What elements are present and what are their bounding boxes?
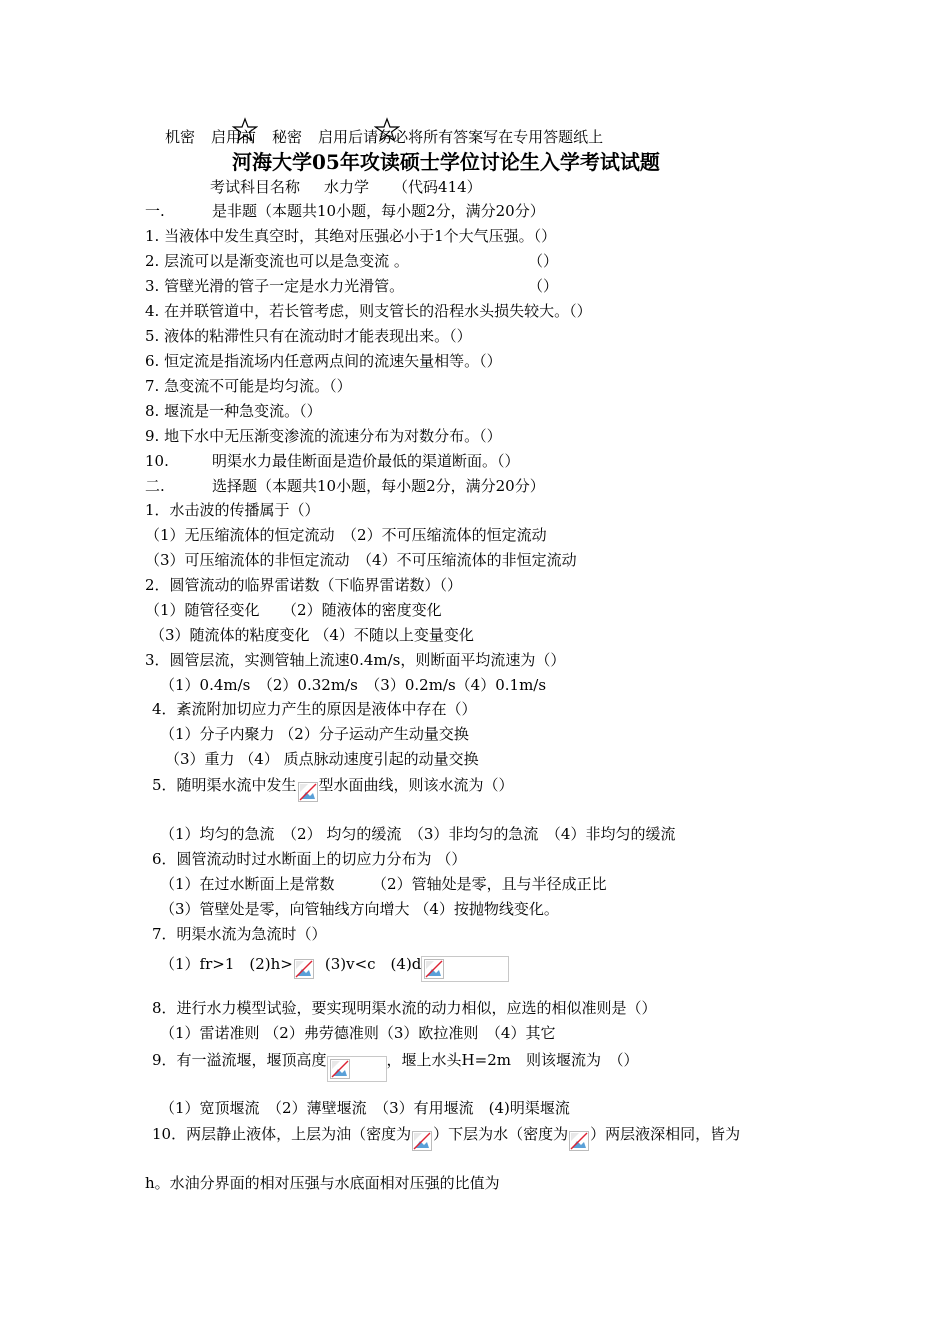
option-line: （1）随管径变化 （2）随液体的密度变化 bbox=[145, 601, 442, 619]
question-2: 2．圆管流动的临界雷诺数（下临界雷诺数）（） bbox=[145, 576, 463, 594]
option-line bbox=[160, 952, 509, 978]
list-item: 明渠水力最佳断面是造价最低的渠道断面。（） bbox=[212, 452, 520, 470]
option-line: （1）无压缩流体的恒定流动 （2）不可压缩流体的恒定流动 bbox=[145, 526, 547, 544]
notice-text: 请务必将所有答案写在专用答题纸上 bbox=[363, 128, 604, 146]
question-5-text-a: 5．随明渠水流中发生 bbox=[152, 776, 297, 794]
subject-code: （代码414） bbox=[393, 178, 482, 196]
question-10-text-c: ）两层液深相同，皆为 bbox=[590, 1125, 741, 1143]
answer-paren: （） bbox=[528, 252, 559, 270]
image-frame bbox=[327, 1056, 387, 1082]
question-10-text-b: ）下层为水（密度为 bbox=[433, 1125, 569, 1143]
list-item: 4. 在并联管道中，若长管考虑，则支管长的沿程水头损失较大。（） bbox=[145, 302, 592, 320]
section1-number: 一. bbox=[145, 202, 165, 220]
question-5-text-b: 型水面曲线，则该水流为（） bbox=[318, 776, 514, 794]
broken-image-icon bbox=[412, 1131, 432, 1151]
option-line: （1）在过水断面上是常数 （2）管轴处是零，且与半径成正比 bbox=[160, 875, 607, 893]
list-item: 2. 层流可以是渐变流也可以是急变流 。 bbox=[145, 252, 409, 270]
broken-image-icon bbox=[298, 782, 318, 802]
question-1: 1．水击波的传播属于（） bbox=[145, 501, 320, 519]
question-7: 7．明渠水流为急流时（） bbox=[152, 925, 327, 943]
question-8: 8．进行水力模型试验，要实现明渠水流的动力相似，应选的相似准则是（） bbox=[152, 999, 657, 1017]
question-5 bbox=[152, 775, 514, 796]
option-text: （1）fr>1 (2)h> bbox=[160, 955, 293, 973]
confidential-label: 秘密 bbox=[272, 128, 303, 146]
list-item: 9. 地下水中无压渐变渗流的流速分布为对数分布。（） bbox=[145, 427, 502, 445]
option-line: （3）管壁处是零，向管轴线方向增大 （4）按抛物线变化。 bbox=[160, 900, 559, 918]
broken-image-icon bbox=[569, 1131, 589, 1151]
question-6: 6．圆管流动时过水断面上的切应力分布为 （） bbox=[152, 850, 467, 868]
option-line: （3）可压缩流体的非恒定流动 （4）不可压缩流体的非恒定流动 bbox=[145, 551, 577, 569]
list-item: 5. 液体的粘滞性只有在流动时才能表现出来。（） bbox=[145, 327, 472, 345]
option-line: （1）0.4m/s （2）0.32m/s （3）0.2m/s（4）0.1m/s bbox=[160, 676, 547, 694]
option-line: （3）随流体的粘度变化 （4）不随以上变量变化 bbox=[150, 626, 474, 644]
question-3: 3．圆管层流，实测管轴上流速0.4m/s，则断面平均流速为（） bbox=[145, 651, 566, 669]
broken-image-icon bbox=[330, 1059, 350, 1079]
answer-paren: （） bbox=[528, 277, 559, 295]
after-label: 启用后 bbox=[318, 128, 364, 146]
subject-label: 考试科目名称 bbox=[210, 178, 301, 196]
section2-heading: 选择题（本题共10小题，每小题2分，满分20分） bbox=[212, 477, 545, 495]
option-line: （1）均匀的急流 （2） 均匀的缓流 （3）非均匀的急流 （4）非均匀的缓流 bbox=[160, 825, 676, 843]
list-item: 1. 当液体中发生真空时，其绝对压强必小于1个大气压强。（） bbox=[145, 227, 557, 245]
broken-image-icon bbox=[424, 959, 444, 979]
header-line bbox=[165, 127, 603, 147]
option-line: （1）雷诺准则 （2）弗劳德准则（3）欧拉准则 （4）其它 bbox=[160, 1024, 556, 1042]
option-line: （1）分子内聚力 （2）分子运动产生动量交换 bbox=[160, 725, 469, 743]
list-item: 8. 堰流是一种急变流。（） bbox=[145, 402, 322, 420]
option-line: （1）宽顶堰流 （2）薄壁堰流 （3）有用堰流 (4)明渠堰流 bbox=[160, 1099, 570, 1117]
before-label: 启用前 bbox=[211, 128, 257, 146]
question-10 bbox=[152, 1124, 740, 1145]
question-10-continued: h。水油分界面的相对压强与水底面相对压强的比值为 bbox=[145, 1174, 500, 1192]
question-10-text-a: 10．两层静止液体，上层为油（密度为 bbox=[152, 1125, 412, 1143]
broken-image-icon bbox=[294, 959, 314, 979]
list-item: 3. 管壁光滑的管子一定是水力光滑管。 bbox=[145, 277, 405, 295]
question-9 bbox=[152, 1048, 638, 1074]
image-frame bbox=[421, 956, 509, 982]
page-title: 河海大学05年攻读硕士学位讨论生入学考试试题 bbox=[232, 150, 660, 174]
secret-label: 机密 bbox=[165, 128, 196, 146]
section2-number: 二. bbox=[145, 477, 165, 495]
list-item-number: 10. bbox=[145, 452, 169, 470]
question-9-text-b: ，堰上水头H=2m 则该堰流为 （） bbox=[386, 1051, 639, 1069]
section1-heading: 是非题（本题共10小题，每小题2分，满分20分） bbox=[212, 202, 545, 220]
option-text: (3)v<c (4)d bbox=[324, 955, 422, 973]
question-9-text-a: 9．有一溢流堰，堰顶高度 bbox=[152, 1051, 327, 1069]
subject-line bbox=[210, 177, 482, 197]
list-item: 6. 恒定流是指流场内任意两点间的流速矢量相等。（） bbox=[145, 352, 502, 370]
option-line: （3）重力 （4） 质点脉动速度引起的动量交换 bbox=[165, 750, 479, 768]
subject-name: 水力学 bbox=[324, 178, 370, 196]
question-4: 4．紊流附加切应力产生的原因是液体中存在（） bbox=[152, 700, 477, 718]
list-item: 7. 急变流不可能是均匀流。（） bbox=[145, 377, 352, 395]
